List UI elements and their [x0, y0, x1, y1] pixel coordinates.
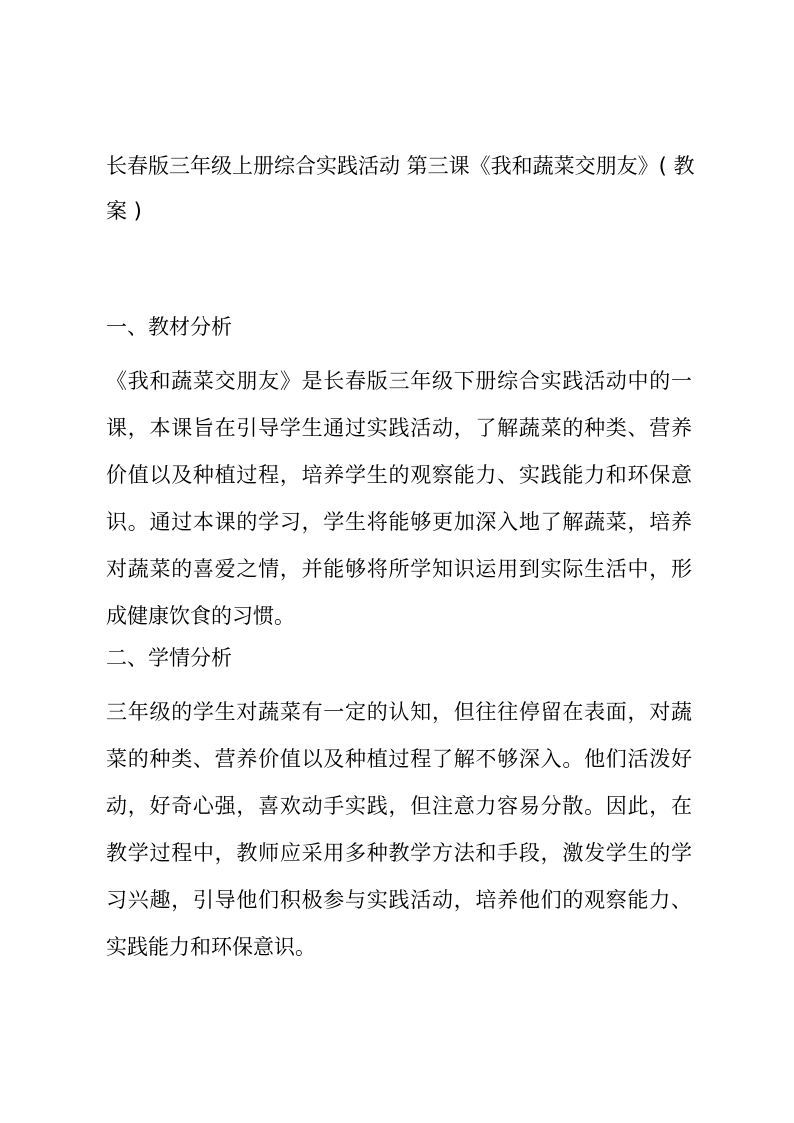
section-paragraph-student-analysis: 三年级的学生对蔬菜有一定的认知，但往往停留在表面，对蔬菜的种类、营养价值以及种植过程了解不够深入。他们活泼好动，好奇心强，喜欢动手实践，但注意力容易分散。因此，在教学过程中，教师应采用多种教学方法和手段，激发学生的学习兴趣，引导他们积极参与实践活动，培养他们的观察能力、实践能力和环保意识。 — [106, 700, 692, 959]
section-paragraph-textbook-analysis: 《我和蔬菜交朋友》是长春版三年级下册综合实践活动中的一课，本课旨在引导学生通过实践活动，了解蔬菜的种类、营养价值以及种植过程，培养学生的观察能力、实践能力和环保意识。通过本课的学习，学生将能够更加深入地了解蔬菜，培养对蔬菜的喜爱之情，并能够将所学知识运用到实际生活中，形成健康饮食的习惯。 — [106, 369, 692, 628]
document-title: 长春版三年级上册综合实践活动 第三课《我和蔬菜交朋友》( 教案 ) — [106, 154, 695, 223]
section-heading-student-analysis: 二、学情分析 — [106, 646, 232, 670]
section-heading-textbook-analysis: 一、教材分析 — [106, 315, 232, 339]
